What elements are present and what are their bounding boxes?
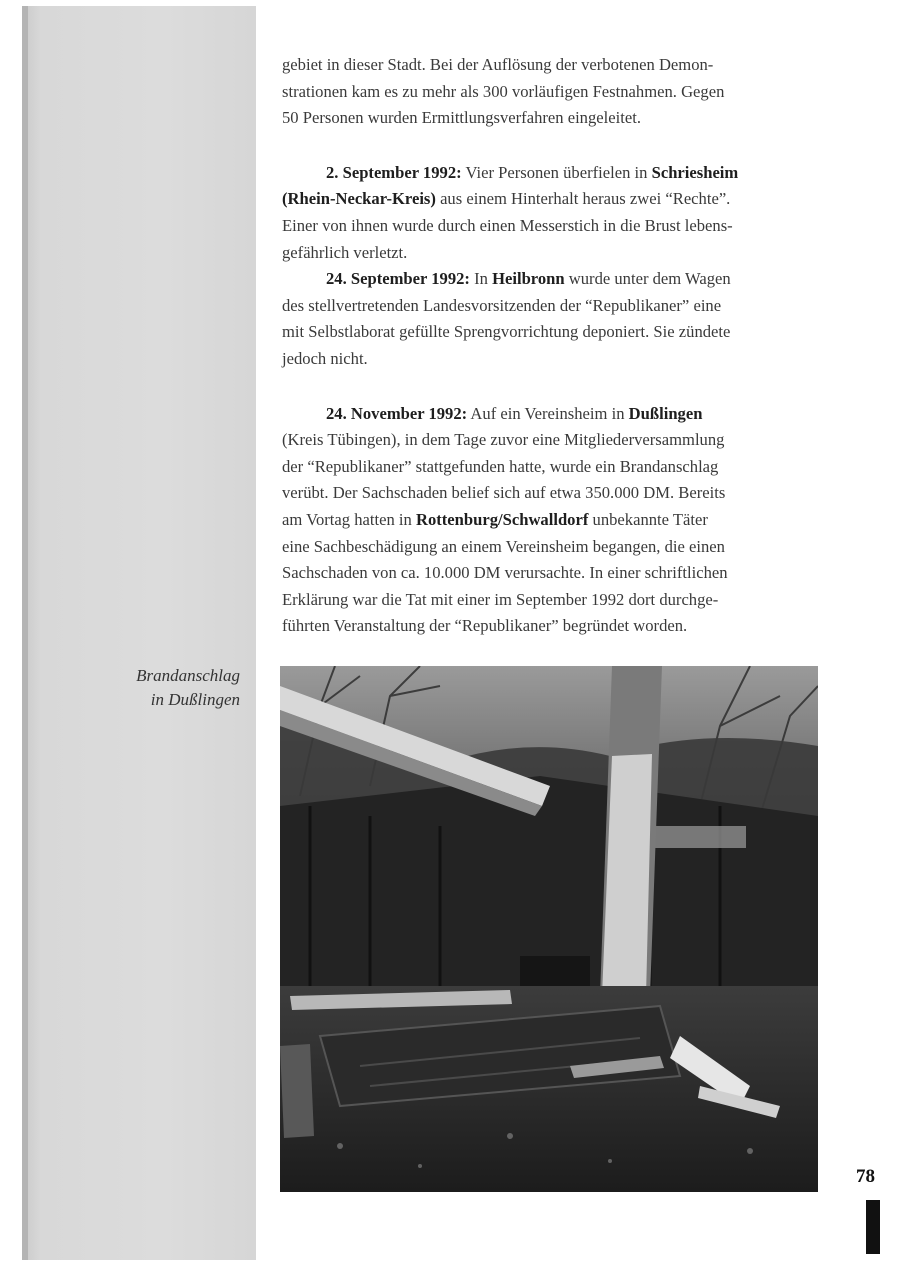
main-text [282,52,816,640]
text-line: der “Republikaner” stattgefunden hatte, wurde ein Brandanschlag [282,456,719,476]
text-line: führten Veranstaltung der “Republikaner” begründet worden. [282,616,688,636]
place-name: Heilbronn [492,269,565,289]
text-line: 2. September 1992: Vier Personen überfielen in Schriesheim [326,162,739,182]
place-name: (Rhein-Neckar-Kreis) [282,189,436,209]
text-line: (Kreis Tübingen), in dem Tage zuvor eine Mitgliederversammlung [282,430,725,450]
paragraph-continuation [282,52,816,132]
sidenote-line-2: in Dußlingen [150,690,240,709]
page-number: 78 [856,1166,875,1187]
page-edge-mark [866,1200,880,1254]
photo-caption-sidenote [100,664,240,712]
entry-date: 2. September 1992: [326,162,462,182]
paragraph-heilbronn [282,266,816,372]
text-line: 24. September 1992: In Heilbronn wurde unter dem Wagen [326,269,731,289]
paragraph-schriesheim [282,160,816,266]
text-line: verübt. Der Sachschaden belief sich auf etwa 350.000 DM. Bereits [282,483,726,503]
text-line: Erklärung war die Tat mit einer im September 1992 dort durchge- [282,589,719,609]
sidenote-line-1: Brandanschlag [136,666,240,685]
text-line: mit Selbstlaborat gefüllte Sprengvorrichtung deponiert. Sie zündete [282,322,731,342]
place-name: Schriesheim [651,162,739,182]
text-line: (Rhein-Neckar-Kreis) aus einem Hinterhalt heraus zwei “Rechte”. [282,189,731,209]
text-line: 24. November 1992: Auf ein Vereinsheim in Dußlingen [326,403,703,423]
text-line: Sachschaden von ca. 10.000 DM verursachte. In einer schriftlichen [282,563,728,583]
text-line: gebiet in dieser Stadt. Bei der Auflösung der verbotenen Demon- [282,55,714,74]
text-line: 50 Personen wurden Ermittlungsverfahren eingeleitet. [282,108,641,128]
photo-burned-club-house [280,666,818,1192]
text-line: gefährlich verletzt. [282,242,408,262]
photo-illustration [280,666,818,1192]
text-line: des stellvertretenden Landesvorsitzenden der “Republikaner” eine [282,295,722,315]
text-line: jedoch nicht. [282,348,368,368]
entry-date: 24. November 1992: [326,403,468,423]
place-name: Dußlingen [628,403,703,423]
text-line: strationen kam es zu mehr als 300 vorläufigen Festnahmen. Gegen [282,81,725,101]
text-line: Einer von ihnen wurde durch einen Messerstich in die Brust lebens- [282,215,733,235]
text-line: eine Sachbeschädigung an einem Vereinsheim begangen, die einen [282,536,725,556]
margin-column [22,6,256,1260]
entry-date: 24. September 1992: [326,269,470,289]
text-line: am Vortag hatten in Rottenburg/Schwalldorf unbekannte Täter [282,509,708,529]
paragraph-dusslingen [282,401,816,640]
place-name: Rottenburg/Schwalldorf [415,509,589,529]
